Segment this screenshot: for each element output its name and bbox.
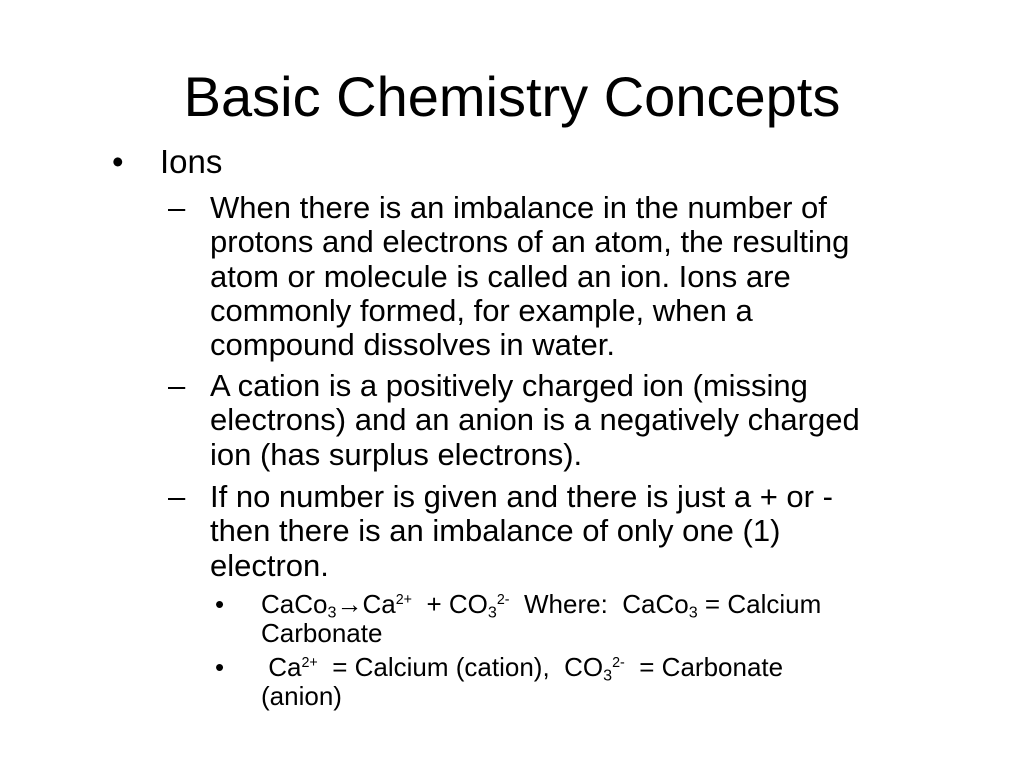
text-line: then there is an imbalance of only one (1)	[210, 513, 781, 549]
bullet-marker: •	[112, 143, 124, 180]
reaction-equation	[261, 589, 822, 622]
charge-superscript: 2+	[395, 592, 413, 609]
charge-superscript: 2-	[496, 592, 510, 609]
subbullet-text	[210, 480, 833, 583]
text-line: electron.	[210, 547, 329, 583]
text-line: A cation is a positively charged ion (missing	[210, 368, 808, 403]
text-line: (anion)	[261, 680, 342, 711]
formula-caco: CaCo	[261, 589, 328, 619]
ions-definition-line	[261, 652, 784, 685]
where-text: Where: CaCo	[509, 589, 689, 619]
bullet-label: Ions	[160, 143, 223, 180]
bullet-marker: •	[215, 589, 225, 619]
charge-superscript: 2-	[612, 655, 625, 672]
text-line: electrons) and an anion is a negatively charged	[210, 402, 860, 438]
ions-definition-text	[261, 653, 783, 710]
subscript: 3	[327, 603, 337, 622]
text-line: compound dissolves in water.	[210, 327, 615, 363]
dash-marker: –	[168, 190, 186, 225]
equals-carbonate: = Carbonate	[624, 652, 784, 682]
text-line: If no number is given and there is just a + or -	[210, 479, 833, 514]
subscript: 3	[603, 666, 613, 685]
formula-plus-co: + CO	[412, 589, 488, 619]
bullet-marker: •	[215, 652, 225, 682]
dash-marker: –	[168, 368, 186, 403]
reaction-arrow: →	[336, 589, 363, 619]
subscript: 3	[688, 603, 698, 622]
slide-title: Basic Chemistry Concepts	[183, 65, 841, 128]
subbullet-text	[210, 191, 849, 362]
text-line: When there is an imbalance in the number of	[210, 190, 827, 225]
subbullet-text	[210, 369, 860, 472]
text-line: ion (has surplus electrons).	[210, 436, 583, 472]
text-line: Carbonate	[261, 617, 383, 648]
calcium-cation-text: = Calcium (cation), CO	[317, 652, 604, 682]
dash-marker: –	[168, 479, 186, 514]
charge-superscript: 2+	[301, 655, 318, 672]
formula-ca: Ca	[261, 652, 302, 682]
text-line: protons and electrons of an atom, the resulting	[210, 224, 850, 260]
formula-ca: Ca	[362, 589, 396, 619]
reaction-text	[261, 590, 821, 647]
text-line: atom or molecule is called an ion. Ions are	[210, 258, 791, 294]
text-line: commonly formed, for example, when a	[210, 292, 753, 328]
subscript: 3	[487, 603, 497, 622]
equals-calcium: = Calcium	[697, 589, 822, 619]
